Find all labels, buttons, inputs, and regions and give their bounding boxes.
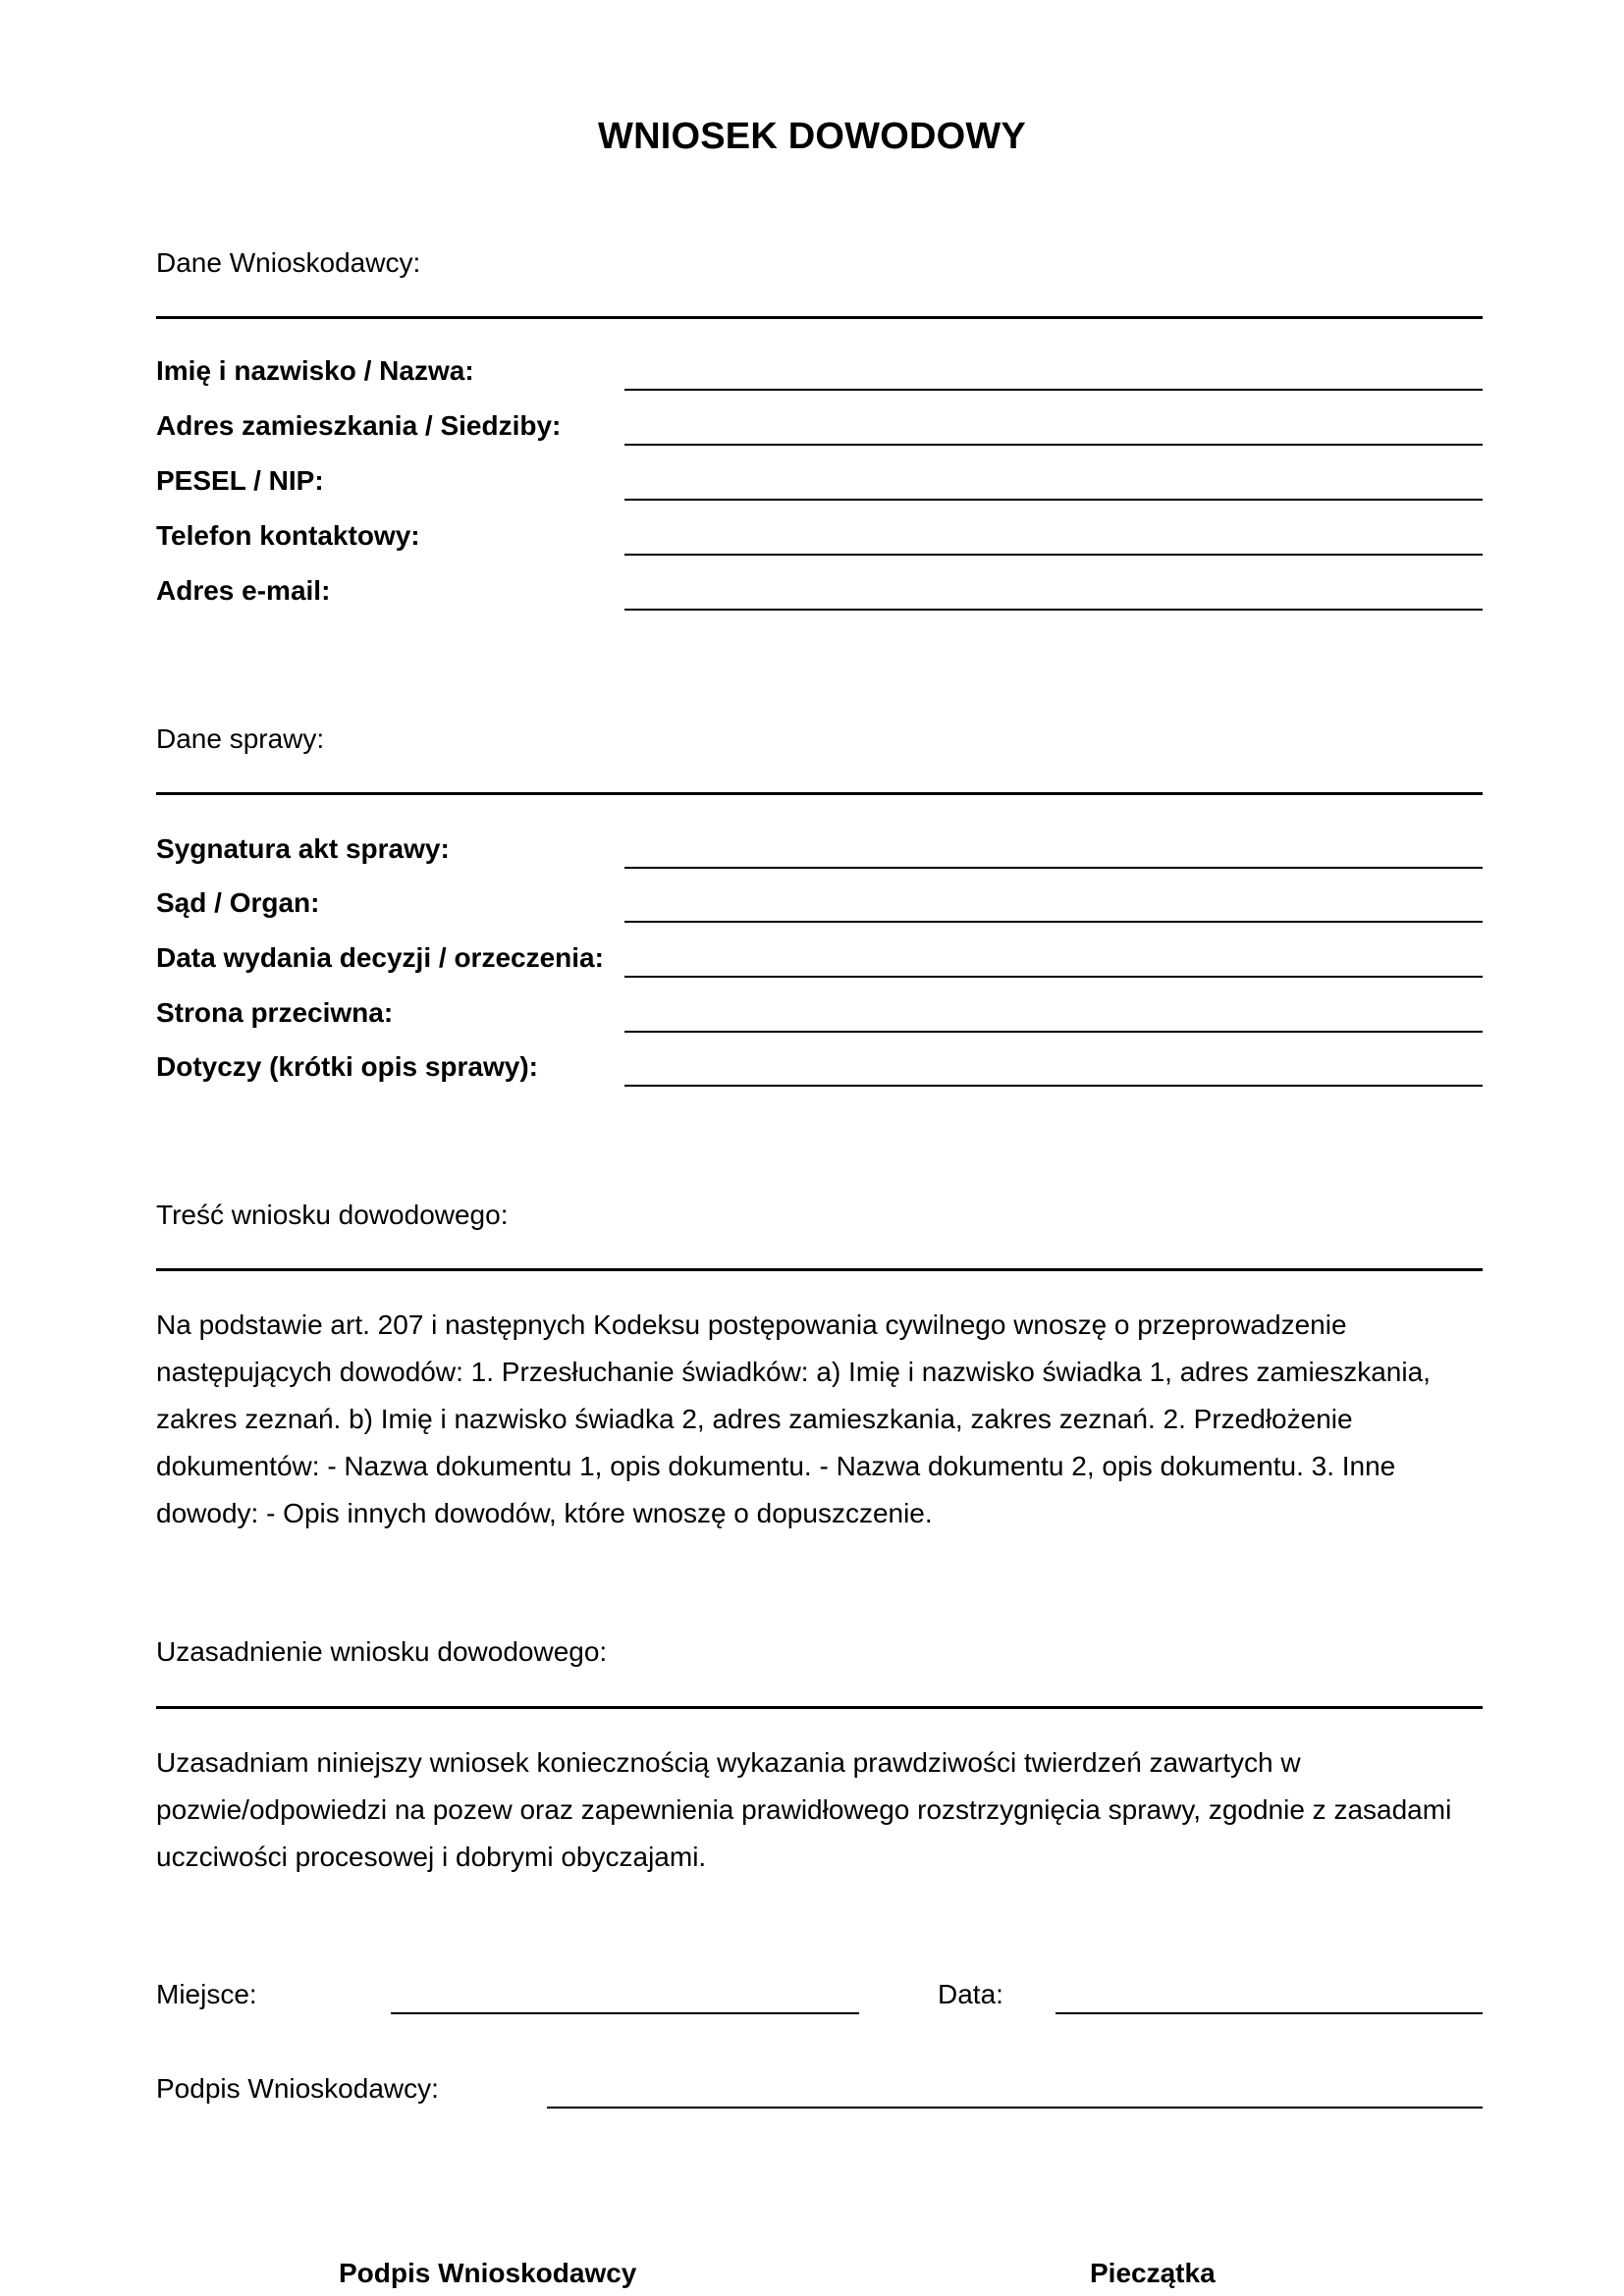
applicant-name-field[interactable] [624, 389, 1483, 391]
applicant-address-field[interactable] [624, 444, 1483, 446]
case-description-field[interactable] [624, 1085, 1483, 1087]
case-description-label: Dotyczy (krótki opis sprawy): [156, 1051, 538, 1082]
case-opposing-party-field[interactable] [624, 1031, 1483, 1033]
case-signature-label: Sygnatura akt sprawy: [156, 833, 450, 864]
applicant-address-label: Adres zamieszkania / Siedziby: [156, 410, 562, 441]
case-opposing-party-label: Strona przeciwna: [156, 997, 394, 1028]
applicant-pesel-label: PESEL / NIP: [156, 465, 324, 496]
applicant-email-label: Adres e-mail: [156, 575, 331, 606]
date-field[interactable] [1056, 2012, 1483, 2014]
date-label: Data: [938, 1979, 1003, 2009]
signature-field[interactable] [547, 2107, 1483, 2109]
place-field[interactable] [391, 2012, 859, 2014]
applicant-phone-field[interactable] [624, 554, 1483, 556]
justification-section-divider [156, 1706, 1483, 1709]
place-label: Miejsce: [156, 1979, 257, 2009]
stamp-caption: Pieczątka [1090, 2258, 1216, 2288]
applicant-name-label: Imię i nazwisko / Nazwa: [156, 355, 474, 386]
content-section-label: Treść wniosku dowodowego: [156, 1200, 509, 1230]
case-decision-date-field[interactable] [624, 976, 1483, 978]
case-court-field[interactable] [624, 921, 1483, 923]
applicant-section-label: Dane Wnioskodawcy: [156, 247, 421, 278]
document-title: WNIOSEK DOWODOWY [598, 116, 1026, 157]
case-section-divider [156, 792, 1483, 795]
content-section-divider [156, 1268, 1483, 1271]
applicant-pesel-field[interactable] [624, 499, 1483, 501]
applicant-section-divider [156, 316, 1483, 319]
content-paragraph: Na podstawie art. 207 i następnych Kodeksu postępowania cywilnego wnoszę o przeprowadzenie następujących dowodów: 1. Przesłuchanie świadków: a) Imię i nazwisko świadka 1, adres zamieszkania, zakres zeznań. b) Imię i nazwisko świadka 2, adres zamieszkania, zakres zeznań. 2. Przedłożenie dokumentów: - Nazwa dokumentu 1, opis dokumentu. - Nazwa dokumentu 2, opis dokumentu. 3. Inne dowody: - Opis innych dowodów, które wnoszę o dopuszczenie. [156, 1309, 1431, 1528]
justification-section-label: Uzasadnienie wniosku dowodowego: [156, 1636, 608, 1667]
case-decision-date-label: Data wydania decyzji / orzeczenia: [156, 942, 604, 973]
signature-caption: Podpis Wnioskodawcy [339, 2258, 637, 2288]
signature-label: Podpis Wnioskodawcy: [156, 2073, 439, 2104]
case-court-label: Sąd / Organ: [156, 887, 320, 918]
justification-paragraph: Uzasadniam niniejszy wniosek koniecznością wykazania prawdziwości twierdzeń zawartych w pozwie/odpowiedzi na pozew oraz zapewnienia prawidłowego rozstrzygnięcia sprawy, zgodnie z zasadami uczciwości procesowej i dobrymi obyczajami. [156, 1747, 1452, 1872]
case-signature-field[interactable] [624, 867, 1483, 869]
case-section-label: Dane sprawy: [156, 723, 325, 754]
applicant-email-field[interactable] [624, 609, 1483, 611]
applicant-phone-label: Telefon kontaktowy: [156, 520, 420, 551]
